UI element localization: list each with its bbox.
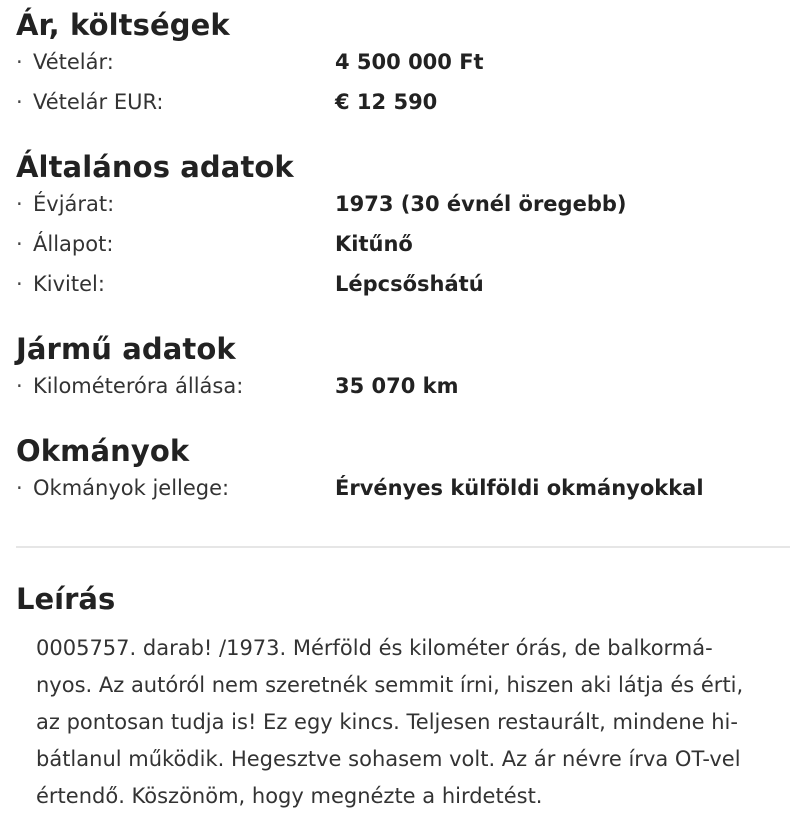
divider bbox=[16, 546, 790, 548]
detail-row-price bbox=[16, 42, 790, 82]
section-general bbox=[16, 150, 790, 304]
description-line: bátlanul működik. Hegesztve sohasem volt. Az ár névre írva OT-vel bbox=[36, 747, 741, 771]
detail-label: Kilométeróra állása: bbox=[33, 374, 244, 398]
description-header bbox=[16, 582, 115, 616]
detail-row-condition bbox=[16, 224, 790, 264]
detail-value: Kitűnő bbox=[335, 232, 413, 256]
detail-row-price-eur bbox=[16, 82, 790, 122]
bullet: · bbox=[16, 374, 23, 398]
detail-value: 35 070 km bbox=[335, 374, 459, 398]
description-text bbox=[36, 630, 786, 815]
detail-value: Lépcsőshátú bbox=[335, 272, 484, 296]
section-price bbox=[16, 8, 790, 122]
detail-label: Okmányok jellege: bbox=[33, 476, 230, 500]
detail-label: Kivitel: bbox=[33, 272, 105, 296]
bullet: · bbox=[16, 90, 23, 114]
detail-row-odometer bbox=[16, 366, 790, 406]
bullet: · bbox=[16, 192, 23, 216]
detail-value: Érvényes külföldi okmányokkal bbox=[335, 476, 704, 500]
detail-row-documents bbox=[16, 468, 790, 508]
section-title: Jármű adatok bbox=[16, 332, 236, 366]
description-line: értendő. Köszönöm, hogy megnézte a hirdetést. bbox=[36, 784, 543, 808]
bullet: · bbox=[16, 232, 23, 256]
section-title: Okmányok bbox=[16, 434, 190, 468]
detail-label: Évjárat: bbox=[33, 192, 115, 216]
detail-value: 1973 (30 évnél öregebb) bbox=[335, 192, 627, 216]
detail-value: € 12 590 bbox=[335, 90, 438, 114]
detail-label: Vételár EUR: bbox=[33, 90, 164, 114]
description-title: Leírás bbox=[16, 582, 116, 616]
bullet: · bbox=[16, 50, 23, 74]
detail-row-body-type bbox=[16, 264, 790, 304]
description-line: nyos. Az autóról nem szeretnék semmit írni, hiszen aki látja és érti, bbox=[36, 673, 744, 697]
section-title: Általános adatok bbox=[16, 150, 294, 184]
section-vehicle bbox=[16, 332, 790, 406]
detail-label: Állapot: bbox=[33, 232, 114, 256]
detail-label: Vételár: bbox=[33, 50, 114, 74]
detail-value: 4 500 000 Ft bbox=[335, 50, 484, 74]
description-line: az pontosan tudja is! Ez egy kincs. Teljesen restaurált, mindene hi- bbox=[36, 710, 738, 734]
description-line: 0005757. darab! /1973. Mérföld és kilométer órás, de balkormá- bbox=[36, 636, 713, 660]
section-documents bbox=[16, 434, 790, 508]
detail-row-year bbox=[16, 184, 790, 224]
section-title: Ár, költségek bbox=[16, 8, 230, 42]
bullet: · bbox=[16, 476, 23, 500]
bullet: · bbox=[16, 272, 23, 296]
